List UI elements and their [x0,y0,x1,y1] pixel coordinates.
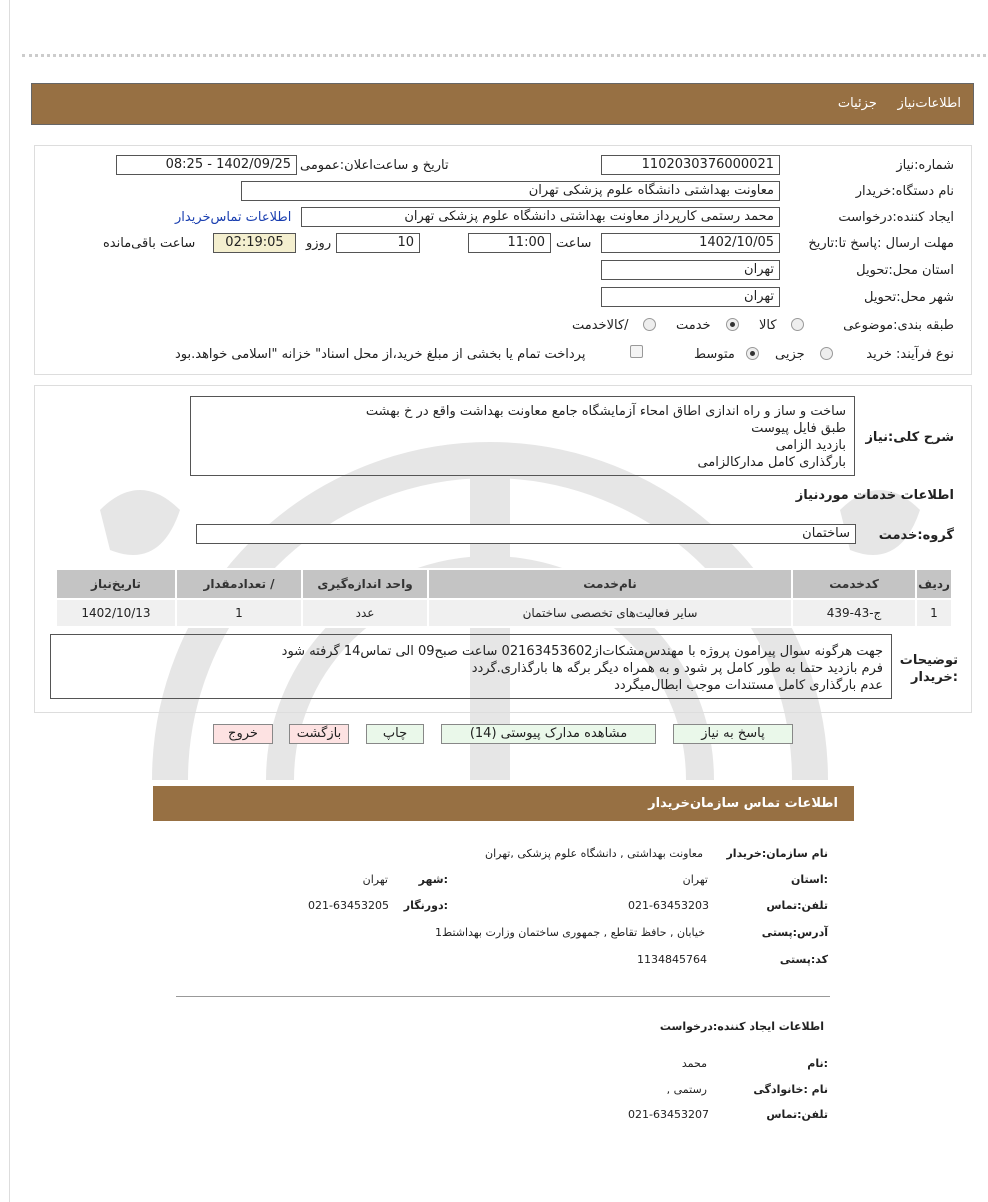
description-line-1: ساخت و ساز و راه اندازی اطاق امحاء آزمایشگاه جامع معاونت بهداشت واقع در خ بهشت [365,404,846,419]
creator-phone-label: تلفن:تماس [766,1108,828,1121]
creator-field: محمد رستمی کارپرداز معاونت بهداشتی دانشگاه علوم پزشکی تهران [301,207,780,227]
contact-postal-value: 1134845764 [637,953,707,966]
cell-unit: عدد [302,599,428,627]
description-label: شرح کلی:نیاز [865,430,954,445]
col-row: ردیف [916,569,952,599]
deadline-time-field: 11:00 [468,233,551,253]
announce-date-label: تاریخ و ساعت‌اعلان:عمومی [300,158,449,173]
contact-address-label: آدرس:پستی [761,926,828,939]
tab-need-info[interactable]: اطلاعات‌نیاز [897,96,961,111]
need-info-panel [34,145,972,375]
description-line-3: بازدید الزامی [775,438,846,453]
creator-heading: اطلاعات ایجاد کننده:درخواست [659,1020,824,1033]
category-service-label: خدمت [676,318,711,333]
creator-phone-value: 021-63453207 [628,1108,709,1121]
deadline-date-field: 1402/10/05 [601,233,780,253]
need-number-field: 1102030376000021 [601,155,780,175]
contact-fax-value: 021-63453205 [308,899,389,912]
buyer-contact-link[interactable]: اطلاعات تماس‌خریدار [175,210,292,225]
contact-address-value: خیابان , حافظ تقاطع , جمهوری ساختمان وزارت بهداشتط1 [435,926,705,939]
contact-postal-label: کد:پستی [779,953,828,966]
treasury-payment-checkbox[interactable] [630,345,643,358]
process-minor-radio[interactable] [820,347,833,360]
category-goods-service-label: /کالاخدمت [572,318,629,333]
left-border-line [9,0,10,1202]
print-button[interactable]: چاپ [366,724,424,744]
remaining-time-field: 02:19:05 [213,233,296,253]
buyer-notes-label-line2: :خریدار [911,670,958,685]
contact-province-label: :استان [791,873,828,886]
services-table-header [56,569,952,599]
contact-banner [153,786,854,821]
top-dotted-divider [22,54,986,57]
col-code: کدخدمت [792,569,916,599]
province-field: تهران [601,260,780,280]
treasury-payment-note: پرداخت تمام یا بخشی از مبلغ خرید،از محل اسناد" خزانه "اسلامی خواهد.بود [175,347,586,362]
process-minor-label: جزیی [775,347,805,362]
creator-label: ایجاد کننده:درخواست [838,210,954,225]
creator-family-value: رستمی , [666,1083,707,1096]
announce-date-field: 1402/09/25 - 08:25 [116,155,297,175]
buyer-notes-label-line1: توضیحات [899,653,958,668]
category-label: طبقه بندی:موضوعی [843,318,954,333]
remaining-time-label: ساعت باقی‌مانده [103,236,196,251]
cell-quantity: 1 [176,599,302,627]
contact-province-value: تهران [682,873,708,886]
contact-org-value: معاونت بهداشتی , دانشگاه علوم پزشکی ,تهران [484,847,703,860]
contact-divider [176,996,830,997]
view-documents-button[interactable]: مشاهده مدارک پیوستی (14) [441,724,656,744]
description-line-2: طبق فایل پیوست [751,421,846,436]
contact-org-label: نام سازمان:خریدار [726,847,828,860]
creator-family-label: نام :خانوادگی [753,1083,828,1096]
col-date: تاریخ‌نیاز [56,569,176,599]
city-label: شهر محل:تحویل [864,290,954,305]
reply-button[interactable]: پاسخ به نیاز [673,724,793,744]
days-field: 10 [336,233,420,253]
cell-code: ج-43-439 [792,599,916,627]
process-label: نوع فرآیند: خرید [866,347,954,362]
process-medium-radio[interactable] [746,347,759,360]
back-button[interactable]: بازگشت [289,724,349,744]
deadline-label: مهلت ارسال :پاسخ تا:تاریخ [808,236,954,251]
buyer-org-label: نام دستگاه:خریدار [855,184,954,199]
buyer-notes-box [50,634,892,699]
buyer-notes-line-1: جهت هرگونه سوال پیرامون پروژه با مهندس‌مشکات‌از02163453602 ساعت صبح09 الی تماس14 گرفته شود [281,644,883,659]
col-name: نام‌خدمت [428,569,792,599]
tab-details[interactable]: جزئیات [837,96,877,111]
buyer-notes-label [900,652,958,686]
contact-fax-label: :دورنگار [403,899,448,912]
header-tabs [838,96,961,111]
deadline-time-label: ساعت [556,236,592,251]
service-group-field: ساختمان [196,524,856,544]
category-goods-label: کالا [759,318,777,333]
cell-row: 1 [916,599,952,627]
process-medium-label: متوسط [694,347,735,362]
header-banner [31,83,974,125]
table-row [56,599,952,627]
services-table [55,568,953,628]
contact-phone-value: 021-63453203 [628,899,709,912]
cell-date: 1402/10/13 [56,599,176,627]
contact-title: اطلاعات تماس سازمان‌خریدار [648,796,838,811]
contact-city-label: :شهر [418,873,448,886]
contact-city-value: تهران [362,873,388,886]
creator-name-value: محمد [681,1057,707,1070]
days-label: روزو [306,236,332,251]
col-quantity: / تعدادمقدار [176,569,302,599]
buyer-org-field: معاونت بهداشتی دانشگاه علوم پزشکی تهران [241,181,780,201]
description-box [190,396,855,476]
province-label: استان محل:تحویل [856,263,954,278]
services-heading: اطلاعات خدمات موردنیاز [795,488,954,503]
need-number-label: شماره:نیاز [896,158,954,173]
city-field: تهران [601,287,780,307]
creator-name-label: :نام [807,1057,828,1070]
service-group-label: گروه:خدمت [878,528,954,543]
category-service-radio[interactable] [726,318,739,331]
buyer-notes-line-3: عدم بارگذاری کامل مستندات موجب ابطال‌میگردد [614,678,883,693]
description-line-4: بارگذاری کامل مدارکالزامی [697,455,846,470]
col-unit: واحد اندازه‌گیری [302,569,428,599]
contact-phone-label: تلفن:تماس [766,899,828,912]
category-goods-service-radio[interactable] [643,318,656,331]
category-goods-radio[interactable] [791,318,804,331]
exit-button[interactable]: خروج [213,724,273,744]
buyer-notes-line-2: فرم بازدید حتما به طور کامل پر شود و به همراه دیگر برگه ها بارگذاری.گردد [471,661,883,676]
cell-name: سایر فعالیت‌های تخصصی ساختمان [428,599,792,627]
